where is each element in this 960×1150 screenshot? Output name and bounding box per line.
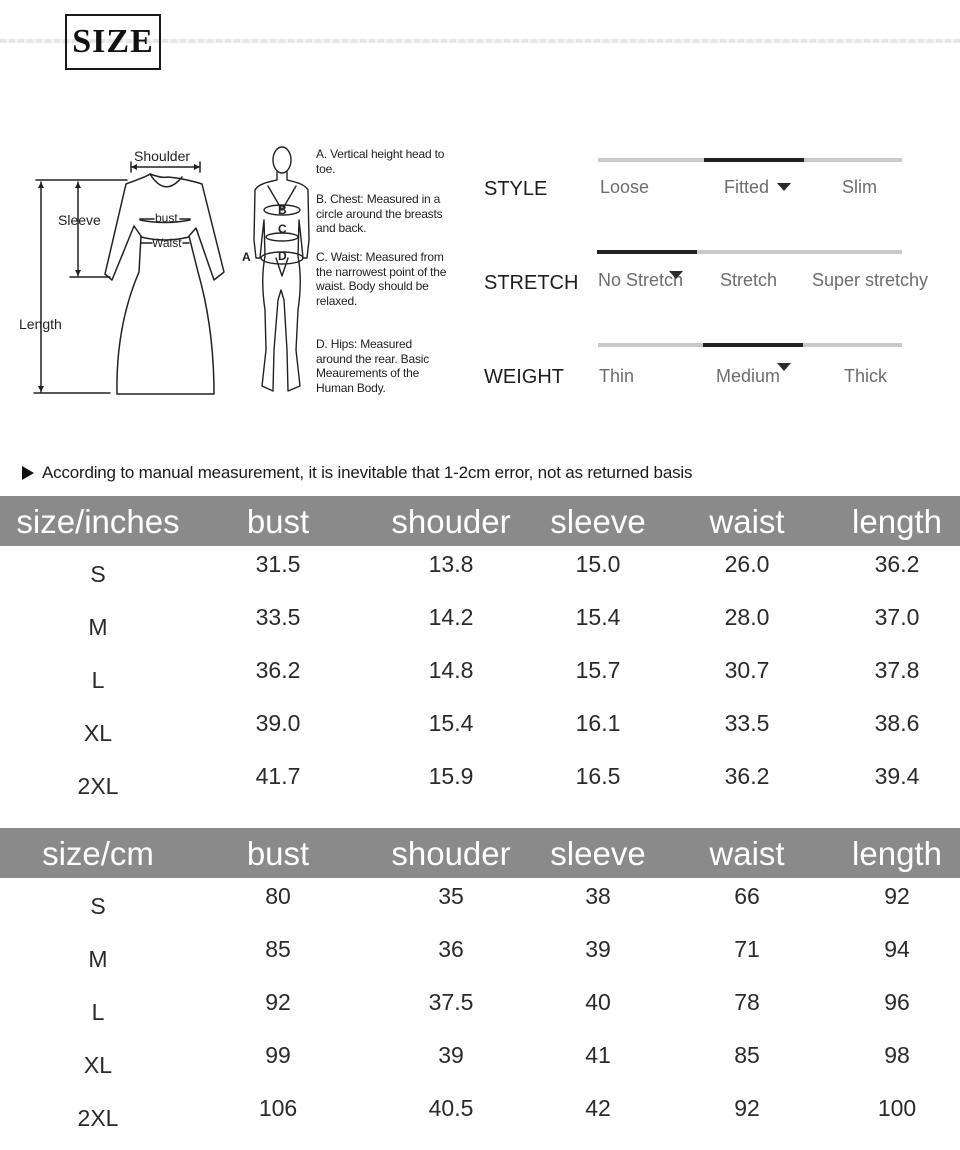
table-row-size: 2XL bbox=[77, 1105, 119, 1131]
table-cell: 15.4 bbox=[575, 604, 621, 630]
table-cell: 16.1 bbox=[575, 710, 621, 736]
table-row-size: L bbox=[91, 999, 105, 1025]
weight-scale-name: WEIGHT bbox=[484, 366, 564, 388]
table-cell: 14.8 bbox=[428, 657, 474, 683]
table-header-cm bbox=[0, 828, 960, 878]
table-row-size: XL bbox=[83, 720, 113, 746]
table-cell: 96 bbox=[884, 989, 910, 1015]
size-table-cm bbox=[0, 828, 960, 1131]
table-header-inches bbox=[0, 496, 960, 546]
note-waist: C. Waist: Measured from the narrowest point of the waist. Body should be relaxed. bbox=[316, 250, 447, 308]
column-header: length bbox=[852, 503, 942, 540]
waist-label: Waist bbox=[152, 236, 182, 250]
measurement-disclaimer bbox=[22, 463, 692, 483]
column-header: sleeve bbox=[550, 835, 646, 872]
bust-label: bust bbox=[155, 211, 178, 225]
table-cell: 33.5 bbox=[724, 710, 770, 736]
table-cell: 15.9 bbox=[428, 763, 474, 789]
style-option-loose: Loose bbox=[600, 177, 650, 197]
table-cell: 85 bbox=[734, 1042, 760, 1068]
column-header: bust bbox=[246, 835, 310, 872]
stretch-option-stretch: Stretch bbox=[720, 270, 778, 290]
table-cell: 41.7 bbox=[255, 763, 301, 789]
weight-selected-marker-icon bbox=[777, 363, 791, 371]
style-scale-indicator bbox=[704, 158, 804, 162]
table-cell: 39.4 bbox=[874, 763, 920, 789]
table-cell: 36.2 bbox=[874, 551, 920, 577]
table-cell: 39 bbox=[438, 1042, 464, 1068]
table-cell: 37.5 bbox=[428, 989, 474, 1015]
dress-outline bbox=[105, 174, 224, 394]
column-header: sleeve bbox=[550, 503, 646, 540]
table-cell: 92 bbox=[734, 1095, 760, 1121]
column-header: waist bbox=[709, 835, 785, 872]
table-cell: 36.2 bbox=[255, 657, 301, 683]
table-cell: 38 bbox=[585, 883, 611, 909]
style-selected-marker-icon bbox=[777, 183, 791, 191]
table-cell: 14.2 bbox=[428, 604, 474, 630]
weight-option-thick: Thick bbox=[844, 366, 888, 386]
table-cell: 71 bbox=[734, 936, 760, 962]
table-cell: 39.0 bbox=[255, 710, 301, 736]
table-cell: 42 bbox=[585, 1095, 611, 1121]
table-row-size: S bbox=[90, 561, 106, 587]
table-row-size: M bbox=[88, 946, 108, 972]
table-cell: 30.7 bbox=[724, 657, 770, 683]
shoulder-label: Shoulder bbox=[134, 148, 191, 164]
body-measurement-diagram bbox=[240, 140, 320, 400]
style-scale-name: STYLE bbox=[484, 178, 548, 200]
table-cell: 15.0 bbox=[575, 551, 621, 577]
dress-measurement-diagram bbox=[0, 140, 240, 410]
size-table-inches bbox=[0, 496, 960, 799]
table-cell: 40.5 bbox=[428, 1095, 474, 1121]
table-row-size: XL bbox=[83, 1052, 113, 1078]
stretch-selected-marker-icon bbox=[669, 271, 683, 279]
table-cell: 66 bbox=[734, 883, 760, 909]
note-chest: B. Chest: Measured in a circle around the breasts and back. bbox=[316, 192, 443, 236]
weight-scale-indicator bbox=[703, 343, 803, 347]
style-option-slim: Slim bbox=[842, 177, 877, 197]
column-header: waist bbox=[709, 503, 785, 540]
table-cell: 41 bbox=[585, 1042, 611, 1068]
stretch-option-super-stretchy: Super stretchy bbox=[812, 270, 929, 290]
table-cell: 106 bbox=[258, 1095, 298, 1121]
table-cell: 85 bbox=[265, 936, 291, 962]
table-cell: 35 bbox=[438, 883, 464, 909]
table-cell: 100 bbox=[877, 1095, 917, 1121]
stretch-scale-name: STRETCH bbox=[484, 272, 579, 294]
column-header: shouder bbox=[391, 503, 511, 540]
column-header: size/inches bbox=[16, 503, 180, 540]
table-cell: 78 bbox=[734, 989, 760, 1015]
note-height: A. Vertical height head to toe. bbox=[316, 147, 445, 176]
table-cell: 15.7 bbox=[575, 657, 621, 683]
disclaimer-text: According to manual measurement, it is inevitable that 1-2cm error, not as returned basis bbox=[42, 463, 693, 482]
column-header: shouder bbox=[391, 835, 511, 872]
style-option-fitted: Fitted bbox=[724, 177, 770, 197]
stretch-scale-indicator bbox=[597, 250, 697, 254]
table-cell: 33.5 bbox=[255, 604, 301, 630]
table-cell: 40 bbox=[585, 989, 611, 1015]
body-label-a: A bbox=[242, 250, 251, 264]
sleeve-label: Sleeve bbox=[58, 212, 101, 228]
table-cell: 36 bbox=[438, 936, 464, 962]
play-triangle-icon bbox=[22, 466, 34, 480]
table-cell: 36.2 bbox=[724, 763, 770, 789]
table-cell: 26.0 bbox=[724, 551, 770, 577]
table-cell: 80 bbox=[265, 883, 291, 909]
stretch-option-no-stretch: No Stretch bbox=[598, 270, 684, 290]
note-hips: D. Hips: Measured around the rear. Basic Meaurements of the Human Body. bbox=[316, 337, 430, 395]
table-cell: 92 bbox=[265, 989, 291, 1015]
table-cell: 99 bbox=[265, 1042, 291, 1068]
body-label-b: B bbox=[278, 203, 287, 217]
table-cell: 38.6 bbox=[874, 710, 920, 736]
table-cell: 39 bbox=[585, 936, 611, 962]
table-cell: 98 bbox=[884, 1042, 910, 1068]
column-header: bust bbox=[246, 503, 310, 540]
column-header: length bbox=[852, 835, 942, 872]
table-cell: 28.0 bbox=[724, 604, 770, 630]
page-title: SIZE bbox=[65, 14, 161, 70]
length-label: Length bbox=[19, 316, 62, 332]
table-cell: 92 bbox=[884, 883, 910, 909]
body-label-d: D bbox=[278, 249, 287, 263]
table-cell: 37.8 bbox=[874, 657, 920, 683]
table-cell: 31.5 bbox=[255, 551, 301, 577]
table-cell: 13.8 bbox=[428, 551, 474, 577]
table-cell: 94 bbox=[884, 936, 910, 962]
table-row-size: L bbox=[91, 667, 105, 693]
table-cell: 15.4 bbox=[428, 710, 474, 736]
column-header: size/cm bbox=[42, 835, 154, 872]
table-row-size: M bbox=[88, 614, 108, 640]
table-cell: 16.5 bbox=[575, 763, 621, 789]
weight-option-thin: Thin bbox=[599, 366, 635, 386]
body-label-c: C bbox=[278, 222, 287, 236]
table-cell: 37.0 bbox=[874, 604, 920, 630]
table-row-size: 2XL bbox=[77, 773, 119, 799]
weight-option-medium: Medium bbox=[716, 366, 781, 386]
table-row-size: S bbox=[90, 893, 106, 919]
